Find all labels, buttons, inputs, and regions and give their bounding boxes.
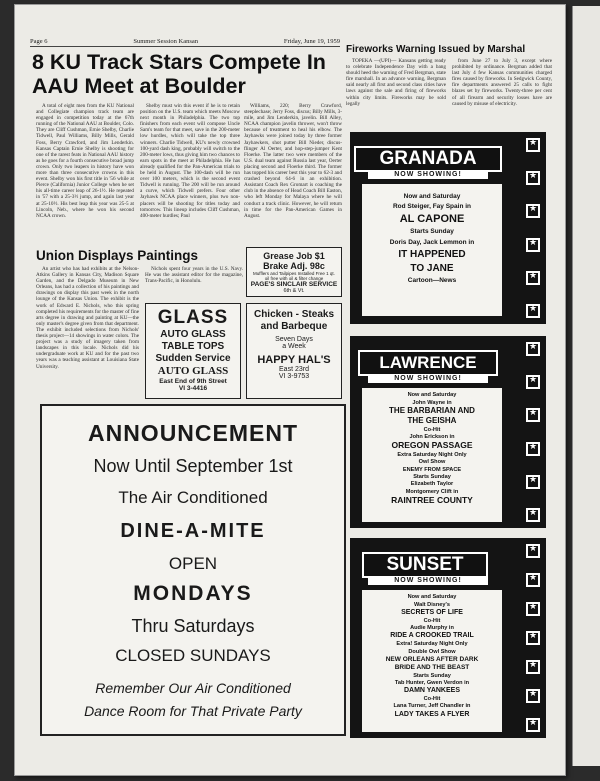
track-story-col3: Williams, 220; Berry Crawford, steeplechase; Jerry Foss, discus; Billy Mills, 3-mile, and Jim Lenderkin, javelin. Bill Alley, NCAA champion javelin thrower, won't throw because of treatment to heal his elbow. The Jayhawks were joined today by three former Jayhawkers, shot putter Bill Nieder, discus-flinger Al Oerter, and hop-step-jumper Kent Floerke. The latter two were members of the U.S. dual team against Russia last year, Oerter placing second and Floerke third. The former has topped his career best this year to 62-3 and crashed beyond 64-6 in an exhibition. Assistant Coach Rex Gromart is coaching the club in the absence of Head Coach Bill Easton, who left Monday for Malaya where he will conduct a track clinic. However, he will return in time for the Pan-American Games in August.: [244, 103, 342, 219]
star-icon: [526, 238, 540, 252]
lawrence-line-2: THE BARBARIAN AND: [389, 405, 475, 415]
star-icon: [526, 573, 540, 587]
happy-hals-ad: [246, 303, 342, 399]
granada-line-6: TO JANE: [410, 262, 454, 274]
glass-title: GLASS: [157, 307, 229, 328]
star-icon: [526, 442, 540, 456]
grease-title: Grease Job $1: [263, 251, 325, 261]
glass-address: East End of 9th Street: [159, 378, 227, 385]
sunset-showing: NOW SHOWING!: [368, 576, 488, 585]
star-icon: [526, 544, 540, 558]
star-icon: [526, 689, 540, 703]
announcement-ad: [40, 404, 346, 736]
star-icon: [526, 204, 540, 218]
chicken-name: HAPPY HAL'S: [257, 354, 331, 366]
sunset-line-15: LADY TAKES A FLYER: [394, 710, 470, 718]
lawrence-filmstrip: [524, 342, 542, 522]
grease-address: 6th & Vt.: [283, 288, 305, 294]
sunset-line-11: Tab Hunter, Gwen Verdon in: [394, 679, 470, 686]
track-story-col1: A total of eight men from the KU National and Collegiate champion track team are engaged in competition today at the 67th running of the National AAU at Boulder, Colo. They are Cliff Cushman, Ernie Shelby, Charlie Tidwell, Paul Williams, Billy Mills, Gerald Foss, Berry Crawford, and Jim Lenderkin. Kansas Captain Ernie Shelby is shooting for one of the rarest feats in National AAU history as he goes for a fourth consecutive broad jump crown. Only two leapers in history have won more than three consecutive crowns in this event. Shelby won his first title in '56 while at Pierce (California) Junior College when he set his all-time career leap of 26-1½. He repeated in '57 with a 25-3½ jump, and again last year at 25-10½. His best leap this year was 25-5 at Lincoln, Neb., where he won his second NCAA crown.: [36, 103, 134, 219]
issue-date: Friday, June 19, 1959: [283, 38, 340, 45]
sunset-line-8: NEW ORLEANS AFTER DARK: [385, 655, 479, 663]
sunset-line-5: RIDE A CROOKED TRAIL: [390, 632, 474, 640]
grease-subtitle: Brake Adj. 98c: [263, 261, 325, 271]
sunset-ad: [350, 538, 546, 738]
page-number: Page 6: [30, 38, 48, 45]
granada-line-3: Starts Sunday: [410, 228, 454, 236]
glass-ad: [145, 303, 241, 399]
announcement-line1: Now Until September 1st: [93, 456, 293, 476]
announcement-title: ANNOUNCEMENT: [87, 420, 299, 446]
track-story-col2: Shelby must win this event if he is to retain position on the U.S. team which meets Moscow next month in Philadelphia. The two top finishers from each event will compose Uncle Sam's team for that meet, save in the 200-meter low hurdles, which will take the top three winners. Charlie Tidwell, KU's newly crowned 100-yard dash king, probably will switch to the 200-meter lows, thus giving him two chances to earn spots in the meet at Philadelphia. He has already qualified for the Pan-American trials to be held in August. The 100-dash will be run over 100 meters, which is the second event Tidwell is running. The 200 will be run around a curve, which Tidwell prefers. Four other Jayhawk NCAA place winners, plus two non-placers will be shooting for titles today and tomorrow. This lineup includes Cliff Cushman, 400-meter hurdles; Paul: [140, 103, 240, 219]
star-icon: [526, 342, 540, 356]
sunset-name: SUNSET: [362, 552, 488, 578]
adjacent-page-text: [573, 6, 600, 56]
sunset-line-0: Now and Saturday: [407, 594, 457, 601]
lawrence-line-3: THE GEISHA: [407, 415, 457, 425]
star-icon: [526, 631, 540, 645]
fireworks-story-col1: TOPEKA —(UPI)— Kansans getting ready to celebrate Independence Day with a bang should heed the warning of Fred Bergman, state fire marshall. In an advance warning, Bergman said nearly all first and second class cities have laws against the sale and firing of fireworks within city limits. Fireworks may be sold legally: [346, 58, 446, 107]
grease-shop: PAGE'S SINCLAIR SERVICE: [250, 281, 338, 288]
granada-line-4: Doris Day, Jack Lemmon in: [389, 238, 475, 246]
grease-note: Mufflers and Tailpipes Installed Free 1 qt. oil free with oil & filter change: [253, 271, 335, 281]
star-icon: [526, 475, 540, 489]
lawrence-line-11: Elizabeth Taylor: [410, 481, 454, 488]
star-icon: [526, 271, 540, 285]
star-icon: [526, 718, 540, 732]
lawrence-line-1: John Wayne in: [412, 399, 452, 406]
sunset-line-7: Double Owl Show: [408, 648, 456, 655]
star-icon: [526, 375, 540, 389]
granada-ad: [350, 132, 546, 324]
fireworks-story-col2: from June 27 to July 3, except where prohibited by ordinance. Bergman added that last July 4 few Kansas communities charged fires caused by fireworks. In Sedgwick County, fire departments answered 25 calls to fight blazes set by fireworks. Twenty-three per cent of all firearm and security losses have are caused by misuse of electricity.: [452, 58, 552, 107]
granada-line-7: Cartoon—News: [407, 276, 457, 284]
lawrence-line-5: John Erickson in: [409, 434, 455, 441]
sunset-line-4: Audie Murphy in: [410, 625, 454, 632]
announcement-line8: Remember Our Air Conditioned: [95, 680, 291, 696]
sunset-line-2: SECRETS OF LIFE: [401, 608, 463, 616]
lawrence-panel: [362, 388, 502, 522]
granada-name: GRANADA: [354, 146, 502, 172]
announcement-line4: OPEN: [168, 554, 218, 573]
granada-line-2: AL CAPONE: [399, 213, 465, 226]
sunset-filmstrip: [524, 544, 542, 732]
union-story-col2: Nichols spent four years in the U.S. Navy. He was the assistant editor for the magazine, Trans-Pacific, in Honolulu.: [145, 266, 243, 285]
lawrence-line-4: Co-Hit: [423, 426, 441, 433]
sunset-line-10: Starts Sunday: [413, 672, 451, 679]
fireworks-headline: Fireworks Warning Issued by Marshal: [346, 44, 526, 55]
sunset-line-14: Lana Turner, Jeff Chandler in: [393, 703, 471, 710]
sunset-line-12: DAMN YANKEES: [403, 687, 460, 695]
granada-line-0: Now and Saturday: [403, 193, 461, 200]
star-icon: [526, 304, 540, 318]
granada-showing: NOW SHOWING!: [368, 170, 488, 179]
chicken-line2: a Week: [282, 343, 306, 350]
sunset-line-3: Co-Hit: [423, 617, 441, 624]
announcement-restaurant: DINE-A-MITE: [120, 520, 266, 542]
glass-line4: AUTO GLASS: [157, 365, 229, 377]
granada-line-1: Rod Steiger, Fay Spain in: [392, 203, 472, 211]
announcement-line2: The Air Conditioned: [118, 488, 268, 507]
announcement-line9: Dance Room for That Private Party: [84, 703, 302, 719]
adjacent-page-edge: [572, 6, 600, 766]
star-icon: [526, 508, 540, 522]
star-icon: [526, 408, 540, 422]
announcement-line6: Thru Saturdays: [131, 616, 255, 636]
union-headline: Union Displays Paintings: [36, 248, 199, 263]
lawrence-line-10: Starts Sunday: [413, 473, 451, 480]
star-icon: [526, 171, 540, 185]
sunset-line-6: Extra! Saturday Night Only: [396, 641, 468, 648]
masthead: [30, 38, 340, 47]
track-headline: 8 KU Track Stars Compete In AAU Meet at Boulder: [32, 50, 326, 98]
lawrence-name: LAWRENCE: [358, 350, 498, 376]
grease-job-ad: [246, 247, 342, 297]
chicken-line1: Seven Days: [275, 336, 313, 343]
granada-filmstrip: [524, 138, 542, 318]
chicken-address: East 23rd: [279, 366, 309, 373]
glass-phone: VI 3-4416: [178, 385, 208, 392]
granada-line-5: IT HAPPENED: [398, 248, 466, 260]
sunset-line-1: Walt Disney's: [414, 601, 450, 608]
announcement-line7: CLOSED SUNDAYS: [115, 646, 271, 665]
lawrence-line-12: Montgomery Clift in: [405, 488, 459, 495]
sunset-line-13: Co-Hit: [423, 696, 441, 703]
lawrence-line-7: Extra Saturday Night Only: [397, 452, 467, 458]
announcement-line5: MONDAYS: [133, 582, 253, 605]
glass-line3: Sudden Service: [155, 353, 231, 364]
lawrence-line-6: OREGON PASSAGE: [391, 440, 473, 451]
star-icon: [526, 138, 540, 152]
chicken-title: Chicken - Steaks and Barbeque: [253, 309, 335, 332]
lawrence-line-0: Now and Saturday: [407, 392, 457, 399]
glass-line1: AUTO GLASS: [160, 329, 226, 340]
chicken-phone: VI 3-9753: [278, 373, 310, 380]
granada-panel: [362, 184, 502, 316]
paper-name: Summer Session Kansan: [133, 38, 199, 45]
lawrence-ad: [350, 336, 546, 528]
glass-line2: TABLE TOPS: [161, 341, 225, 352]
lawrence-showing: NOW SHOWING!: [368, 374, 488, 383]
star-icon: [526, 602, 540, 616]
union-story-col1: An artist who has had exhibits at the Nelson-Atkins Gallery in Kansas City, Madison Square Garden, and the Delgado Museum in New Orleans, has had a collection of his paintings and drawings on display this past week in the north lounge of the Kansas Union. The exhibit is the work of Edward E. Nichols, who this spring completed his requirements for the master of fine arts degree in drawing and painting at KU—the only master's degree given from that department. The exhibit included selections from Nichols' thesis project—14 showings in water colors. The project was a study of imagery taken from landscapes in this locale. Nichols did his undergraduate work at KU and for the past two years was a teaching assistant at Louisiana State University.: [36, 266, 139, 370]
sunset-panel: [362, 590, 502, 732]
lawrence-line-13: RAINTREE COUNTY: [391, 494, 473, 505]
star-icon: [526, 660, 540, 674]
lawrence-line-8: Owl Show: [418, 459, 446, 466]
sunset-line-9: BRIDE AND THE BEAST: [394, 664, 470, 672]
lawrence-line-9: ENEMY FROM SPACE: [402, 466, 462, 473]
